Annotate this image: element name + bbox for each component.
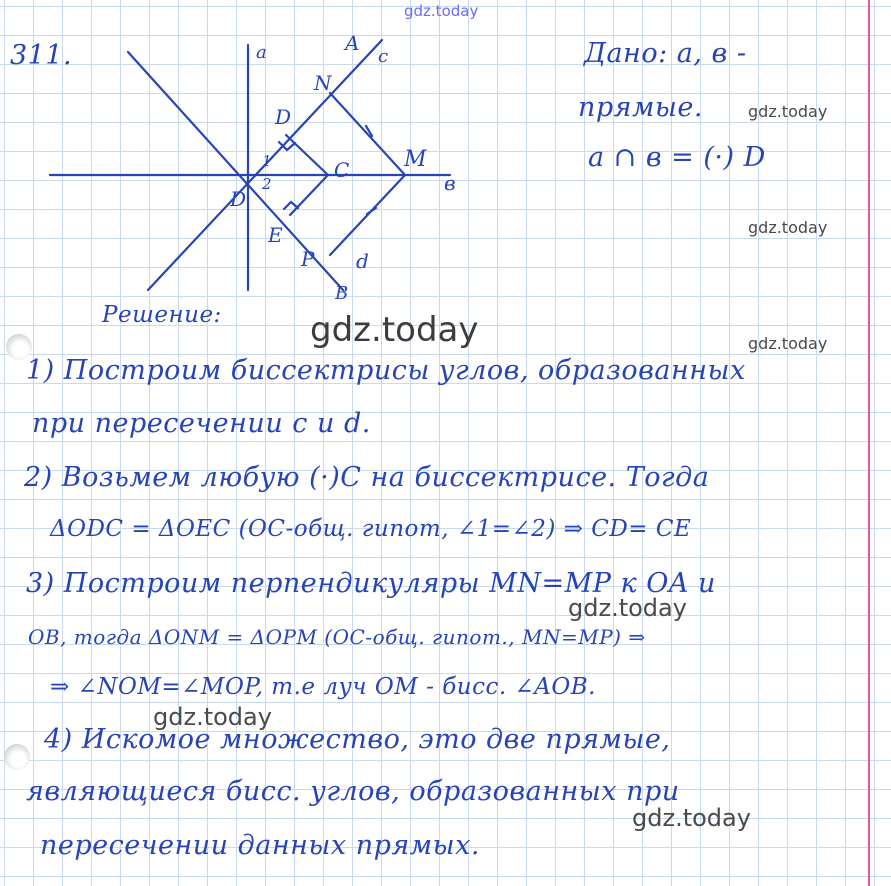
- solution-line-8: 4) Искомое множество, это две прямые,: [44, 724, 671, 755]
- label-C: C: [334, 158, 350, 182]
- watermark-top: gdz.today: [404, 2, 479, 20]
- solution-line-10: пересечении данных прямых.: [40, 830, 480, 861]
- watermark-6: gdz.today: [153, 703, 272, 731]
- watermark-2: gdz.today: [748, 218, 828, 237]
- watermark-7: gdz.today: [632, 804, 751, 832]
- solution-line-1: 1) Построим биссектрисы углов, образованных: [26, 355, 746, 386]
- watermark-1: gdz.today: [748, 102, 828, 121]
- label-N: N: [314, 71, 332, 95]
- label-c: c: [378, 46, 389, 67]
- problem-number: 311.: [10, 40, 73, 71]
- solution-line-5: 3) Построим перпендикуляры MN=MP к OA и: [26, 568, 716, 599]
- watermark-4: gdz.today: [748, 334, 828, 353]
- watermark-5: gdz.today: [568, 594, 687, 622]
- label-M: M: [404, 147, 427, 172]
- given-line-1: Дано: a, в -: [584, 38, 747, 69]
- segment-MP: [330, 175, 405, 255]
- label-angle-1: 1: [262, 152, 272, 170]
- segment-DC: [286, 135, 328, 175]
- label-d: d: [356, 249, 369, 273]
- label-B: B: [335, 283, 349, 304]
- solution-line-9: являющиеся бисс. углов, образованных при: [26, 776, 680, 807]
- label-P: P: [301, 247, 315, 271]
- label-b: в: [444, 171, 456, 195]
- label-A: A: [345, 31, 360, 55]
- label-angle-2: 2: [262, 175, 272, 193]
- tick-MP: [367, 208, 376, 214]
- solution-line-2: при пересечении c и d.: [32, 408, 371, 439]
- label-O: D: [230, 187, 247, 211]
- solution-line-7: ⇒ ∠NOM=∠MOP, т.е луч OM - бисс. ∠AOB.: [50, 674, 596, 700]
- segment-CE: [290, 175, 328, 215]
- solution-line-4: ΔODC = ΔOEC (OC-общ. гипот, ∠1=∠2) ⇒ CD= CE: [50, 516, 692, 542]
- label-D-foot: D: [275, 105, 292, 129]
- given-line-2: прямые.: [578, 92, 703, 123]
- label-E: E: [268, 223, 283, 247]
- watermark-3: gdz.today: [310, 310, 479, 350]
- given-line-3: a ∩ в = (·) D: [588, 142, 766, 173]
- solution-heading: Решение:: [102, 302, 222, 328]
- label-a: a: [256, 42, 267, 63]
- solution-line-3: 2) Возьмем любую (·)C на биссектрисе. Тогда: [24, 462, 710, 493]
- solution-line-6: OB, тогда ΔONM = ΔOPM (OC-общ. гипот., MN=MP) ⇒: [28, 625, 646, 649]
